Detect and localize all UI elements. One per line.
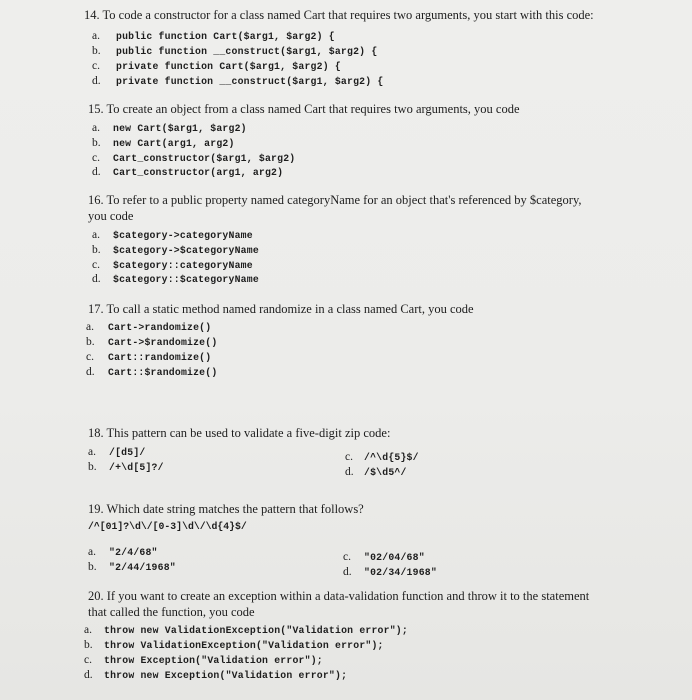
option-code: new Cart($arg1, $arg2) — [113, 123, 247, 134]
option-letter: a. — [88, 546, 96, 558]
option-letter: b. — [92, 244, 101, 256]
question-prompt: 19. Which date string matches the pattern that follows? — [88, 502, 364, 516]
option-letter: b. — [92, 137, 101, 149]
option-letter: c. — [345, 451, 353, 463]
option-letter: b. — [92, 45, 101, 57]
option-code: "2/4/68" — [109, 547, 158, 558]
option-code: $category::$categoryName — [113, 274, 259, 285]
option-code: throw Exception("Validation error"); — [104, 655, 323, 666]
option-letter: a. — [88, 446, 96, 458]
option-letter: b. — [88, 461, 97, 473]
option-letter: c. — [92, 152, 100, 164]
option-code: Cart_constructor($arg1, $arg2) — [113, 153, 296, 164]
option-code: throw ValidationException("Validation error"); — [104, 640, 384, 651]
option-code: /^\d{5}$/ — [364, 452, 419, 463]
question-prompt: 15. To create an object from a class named Cart that requires two arguments, you code — [88, 102, 520, 116]
question-prompt: 14. To code a constructor for a class named Cart that requires two arguments, you start with this code: — [84, 8, 594, 22]
option-code: Cart::randomize() — [108, 352, 212, 363]
option-code: private function Cart($arg1, $arg2) { — [116, 61, 341, 72]
option-code: throw new Exception("Validation error"); — [104, 670, 348, 681]
option-code: Cart->$randomize() — [108, 337, 218, 348]
option-letter: b. — [86, 336, 95, 348]
question-prompt: 17. To call a static method named randomize in a class named Cart, you code — [88, 302, 474, 316]
regex-pattern: /^[01]?\d\/[0-3]\d\/\d{4}$/ — [88, 521, 247, 532]
option-letter: d. — [84, 669, 93, 681]
option-letter: c. — [92, 60, 100, 72]
option-code: $category->$categoryName — [113, 245, 259, 256]
option-code: Cart->randomize() — [108, 322, 212, 333]
option-code: /[d5]/ — [109, 447, 146, 458]
question-prompt-line2: that called the function, you code — [88, 605, 255, 619]
option-code: Cart_constructor(arg1, arg2) — [113, 167, 284, 178]
option-code: public function Cart($arg1, $arg2) { — [116, 31, 335, 42]
option-letter: d. — [343, 566, 352, 578]
option-code: $category::categoryName — [113, 260, 253, 271]
option-letter: d. — [92, 75, 101, 87]
option-letter: d. — [86, 366, 95, 378]
option-letter: d. — [345, 466, 354, 478]
question-prompt-line1: 20. If you want to create an exception within a data-validation function and throw it to the statement — [88, 589, 590, 603]
option-letter: a. — [92, 30, 100, 42]
option-code: private function __construct($arg1, $arg2) { — [116, 76, 384, 87]
option-letter: b. — [84, 639, 93, 651]
option-code: "02/04/68" — [364, 552, 425, 563]
option-code: $category->categoryName — [113, 230, 253, 241]
option-code: "2/44/1968" — [109, 562, 176, 573]
option-letter: b. — [88, 561, 97, 573]
option-letter: c. — [343, 551, 351, 563]
option-letter: a. — [92, 229, 100, 241]
option-letter: a. — [86, 321, 94, 333]
option-letter: a. — [92, 122, 100, 134]
option-letter: c. — [92, 259, 100, 271]
option-letter: c. — [84, 654, 92, 666]
option-code: /$\d5^/ — [364, 467, 407, 478]
question-prompt-line2: you code — [88, 209, 134, 223]
option-code: Cart::$randomize() — [108, 367, 218, 378]
option-code: /+\d[5]?/ — [109, 462, 164, 473]
option-letter: a. — [84, 624, 92, 636]
option-letter: c. — [86, 351, 94, 363]
option-code: throw new ValidationException("Validation error"); — [104, 625, 408, 636]
question-prompt: 18. This pattern can be used to validate a five-digit zip code: — [88, 426, 391, 440]
option-code: public function __construct($arg1, $arg2) { — [116, 46, 378, 57]
option-letter: d. — [92, 273, 101, 285]
option-letter: d. — [92, 166, 101, 178]
option-code: new Cart(arg1, arg2) — [113, 138, 235, 149]
question-prompt-line1: 16. To refer to a public property named categoryName for an object that's referenced by $category, — [88, 193, 582, 207]
option-code: "02/34/1968" — [364, 567, 437, 578]
